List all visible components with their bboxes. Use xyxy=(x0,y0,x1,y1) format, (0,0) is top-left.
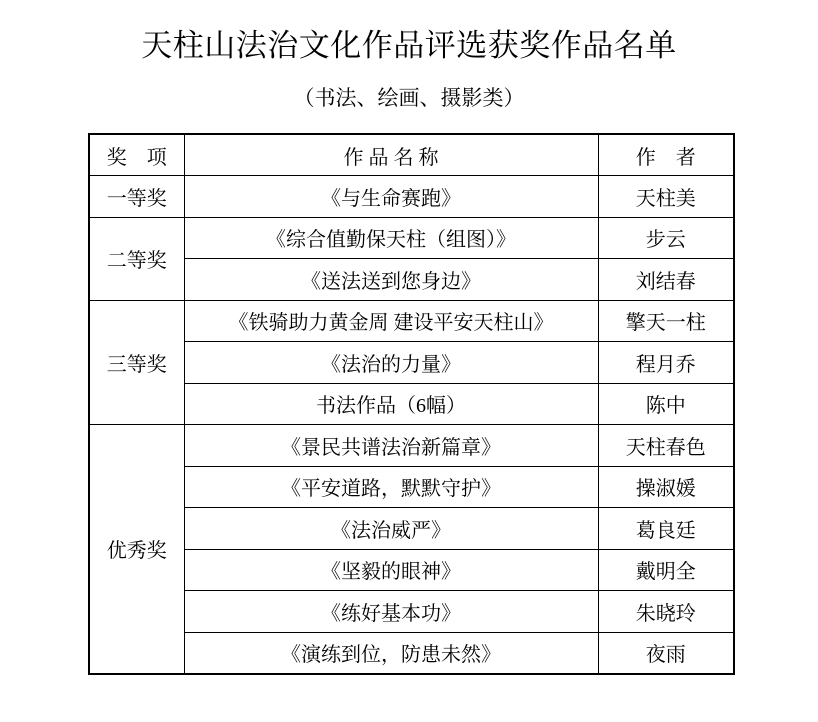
work-cell: 《铁骑助力黄金周 建设平安天柱山》 xyxy=(184,300,598,342)
work-cell: 《景民共谱法治新篇章》 xyxy=(184,425,598,467)
author-cell: 刘结春 xyxy=(598,259,734,301)
table-row xyxy=(89,176,734,218)
table-row xyxy=(89,549,734,591)
work-cell: 《法治的力量》 xyxy=(184,342,598,384)
header-work-title: 作 品 名 称 xyxy=(184,134,598,176)
page-subtitle: （书法、绘画、摄影类） xyxy=(293,86,525,110)
table-row xyxy=(89,342,734,384)
author-cell: 操淑媛 xyxy=(598,466,734,508)
author-cell: 朱晓玲 xyxy=(598,591,734,633)
awards-table xyxy=(88,133,735,675)
work-cell: 《练好基本功》 xyxy=(184,591,598,633)
author-cell: 陈中 xyxy=(598,383,734,425)
work-cell: 《法治威严》 xyxy=(184,508,598,550)
author-cell: 程月乔 xyxy=(598,342,734,384)
work-cell: 《平安道路，默默守护》 xyxy=(184,466,598,508)
header-award: 奖 项 xyxy=(89,134,184,176)
award-cell-third-prize: 三等奖 xyxy=(89,300,184,425)
table-row xyxy=(89,383,734,425)
work-cell: 《综合值勤保天柱（组图）》 xyxy=(184,217,598,259)
author-cell: 天柱春色 xyxy=(598,425,734,467)
table-row xyxy=(89,508,734,550)
work-cell: 《送法送到您身边》 xyxy=(184,259,598,301)
work-cell: 《与生命赛跑》 xyxy=(184,176,598,218)
author-cell: 夜雨 xyxy=(598,632,734,674)
award-cell-second-prize: 二等奖 xyxy=(89,217,184,300)
table-row xyxy=(89,591,734,633)
author-cell: 擎天一柱 xyxy=(598,300,734,342)
work-cell: 《演练到位，防患未然》 xyxy=(184,632,598,674)
page-title: 天柱山法治文化作品评选获奖作品名单 xyxy=(141,28,677,63)
author-cell: 步云 xyxy=(598,217,734,259)
table-row xyxy=(89,259,734,301)
work-cell: 《坚毅的眼神》 xyxy=(184,549,598,591)
work-cell: 书法作品（6幅） xyxy=(184,383,598,425)
table-row xyxy=(89,217,734,259)
table-row xyxy=(89,425,734,467)
author-cell: 戴明全 xyxy=(598,549,734,591)
table-row xyxy=(89,300,734,342)
award-cell-excellence-prize: 优秀奖 xyxy=(89,425,184,674)
table-header-row xyxy=(89,134,734,176)
author-cell: 天柱美 xyxy=(598,176,734,218)
author-cell: 葛良廷 xyxy=(598,508,734,550)
header-author: 作 者 xyxy=(598,134,734,176)
table-row xyxy=(89,466,734,508)
award-cell-first-prize: 一等奖 xyxy=(89,176,184,218)
table-row xyxy=(89,632,734,674)
